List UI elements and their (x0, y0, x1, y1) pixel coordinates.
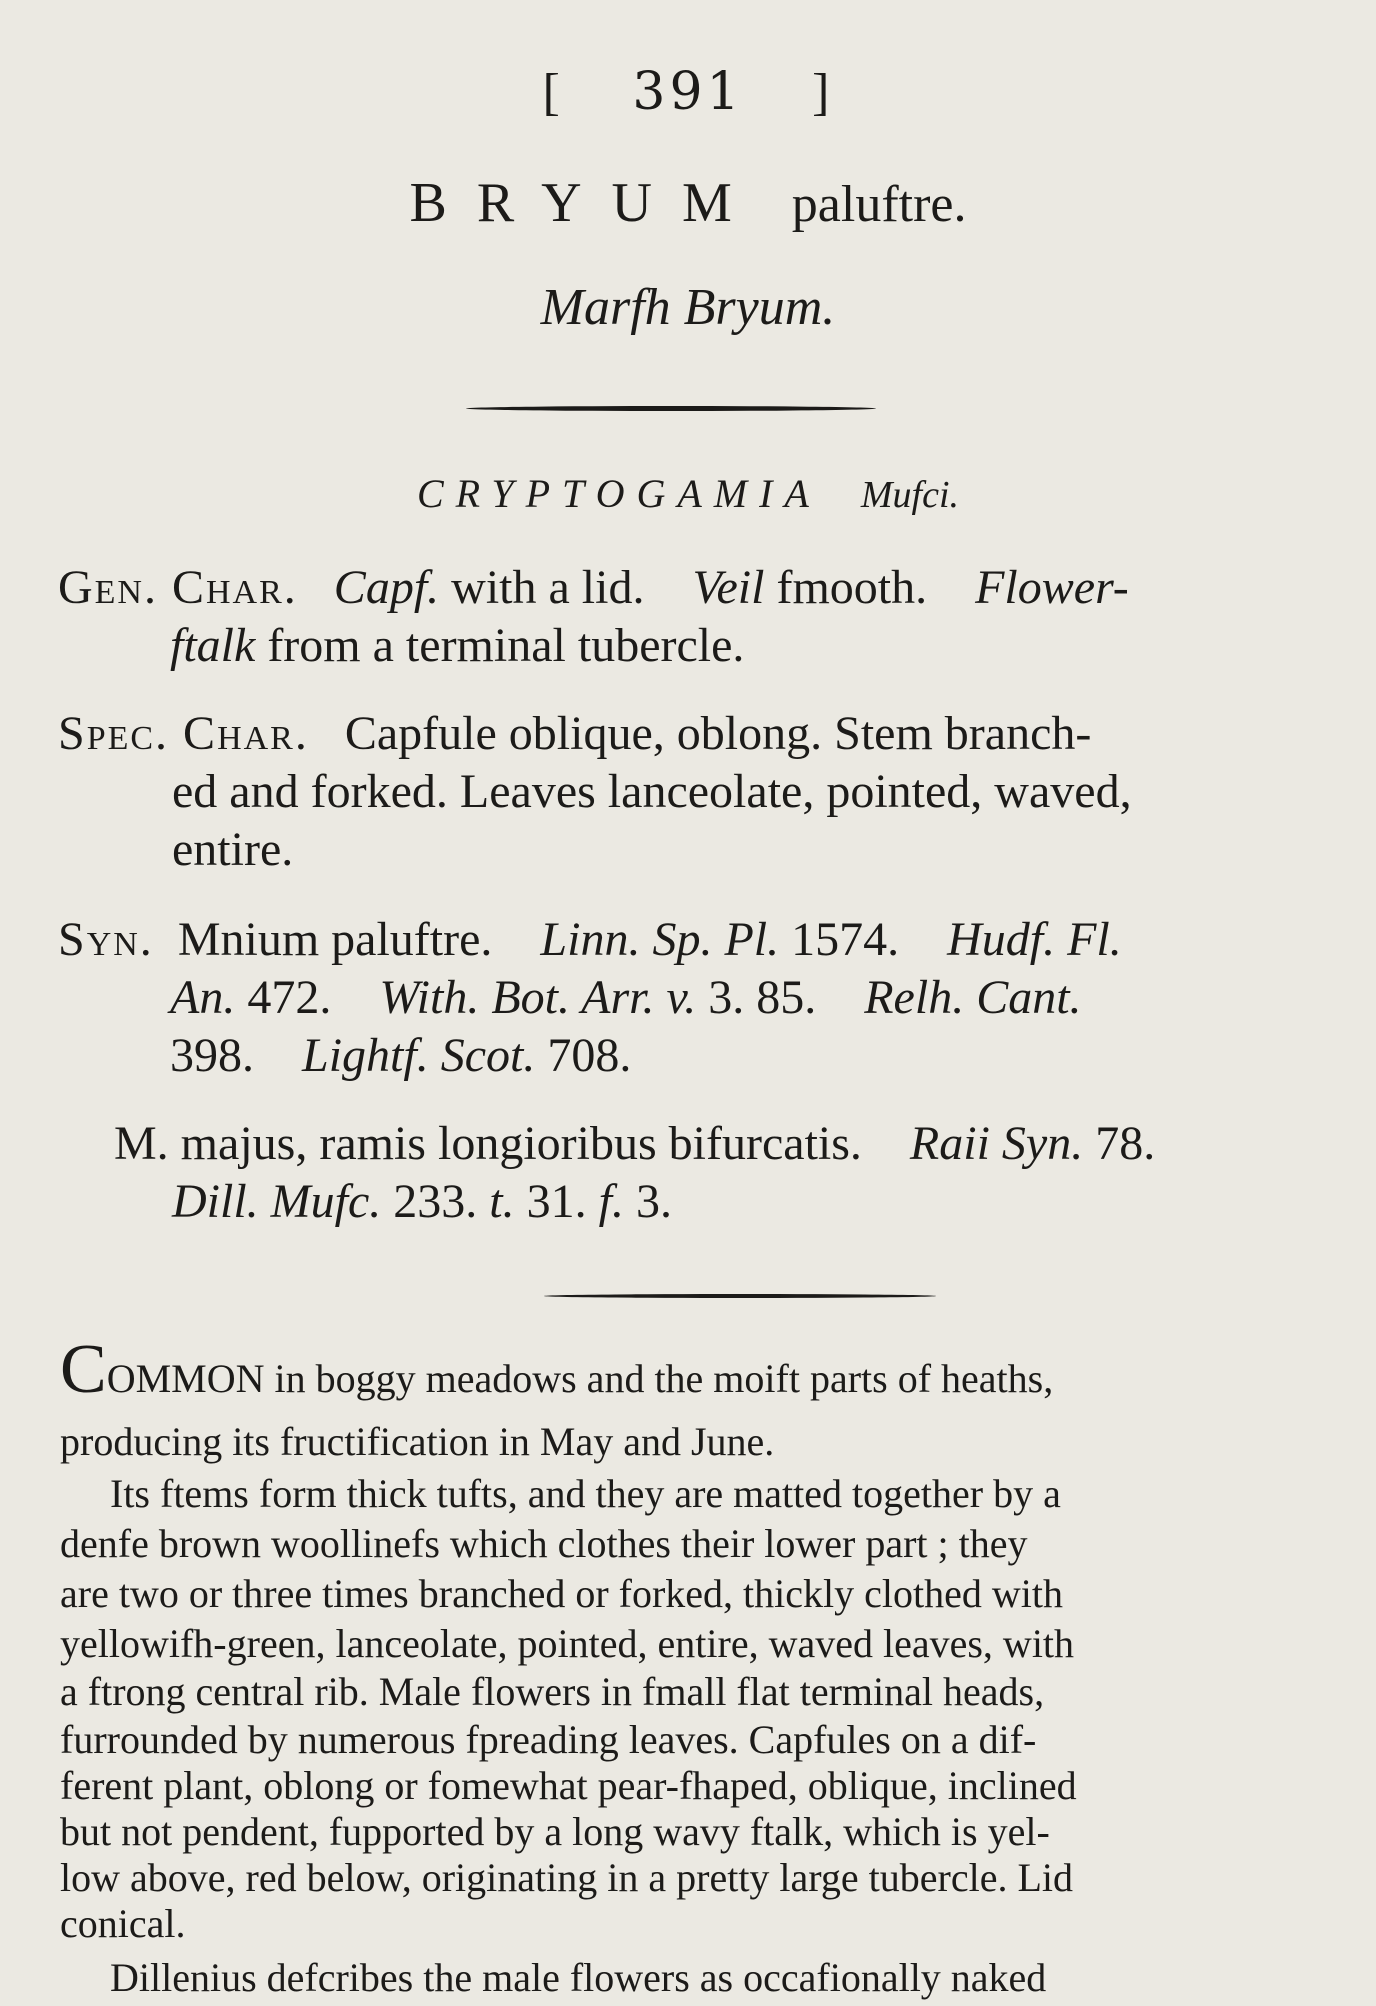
body-p2-line-8: but not pendent, fupported by a long wavy ftalk, which is yel- (60, 1809, 1050, 1854)
syn-m-line-1 (114, 1116, 1155, 1171)
classification (0, 470, 1376, 517)
syn-label: Syn. (58, 913, 154, 966)
page-number (0, 62, 1376, 122)
syn-text: Mnium paluftre. (177, 913, 493, 966)
syn-text: 3. 85. (696, 971, 817, 1024)
body-p2-line-3: are two or three times branched or forked, thickly clothed with (60, 1571, 1063, 1616)
gen-char-text: Veil (692, 561, 765, 614)
syn-text: Hudf. Fl. (947, 913, 1122, 966)
syn-text: 1574. (779, 913, 900, 966)
syn-text: Relh. Cant. (864, 971, 1082, 1024)
divider-rule (544, 1294, 936, 1298)
bracket-open: [ (542, 64, 564, 121)
gen-char-text: fmooth. (764, 561, 928, 614)
spec-char-text: Capfule oblique, oblong. Stem branch- (344, 707, 1092, 760)
body-p2-line-9: low above, red below, originating in a pretty large tubercle. Lid (60, 1855, 1074, 1900)
syn-text: 78. (1083, 1117, 1156, 1170)
genus-name: BRYUM (409, 172, 762, 234)
gen-char-text: with a lid. (439, 561, 645, 614)
page-number-value: 391 (632, 62, 744, 122)
syn-text: Lightf. Scot. (302, 1029, 536, 1082)
spec-char-line-2: ed and forked. Leaves lanceolate, pointed, waved, (172, 765, 1132, 818)
body-p2-line-2: denfe brown woollinefs which clothes their lower part ; they (60, 1521, 1028, 1566)
syn-m-line-2 (172, 1174, 672, 1229)
order-name: Mufci. (860, 474, 959, 516)
gen-char-line-2 (170, 618, 744, 673)
syn-text: f. (598, 1175, 624, 1228)
gen-char-text: ftalk (170, 619, 256, 672)
syn-line-2 (170, 970, 1082, 1025)
body-p1-line-2: producing its fructification in May and June. (60, 1419, 775, 1464)
spec-char-line-3: entire. (172, 823, 294, 876)
syn-text: 31. (514, 1175, 599, 1228)
class-name: CRYPTOGAMIA (416, 471, 821, 516)
syn-text: Linn. Sp. Pl. (540, 913, 780, 966)
syn-text: M. majus, ramis longioribus bifurcatis. (114, 1117, 862, 1170)
syn-text: Dill. Mufc. (172, 1175, 382, 1228)
syn-text: 3. (623, 1175, 672, 1228)
syn-text: With. Bot. Arr. v. (379, 971, 697, 1024)
syn-text: 233. (381, 1175, 490, 1228)
body-p2-line-5: a ftrong central rib. Male flowers in fmall flat terminal heads, (60, 1669, 1045, 1714)
body-p2-line-10: conical. (60, 1901, 186, 1946)
body-p1-line-1 (60, 1330, 1053, 1410)
syn-text: 398. (170, 1029, 254, 1082)
gen-char-label: Gen. Char. (58, 561, 298, 614)
syn-text: 708. (535, 1029, 632, 1082)
body-p3-line-1: Dillenius defcribes the male flowers as occafionally naked (110, 1955, 1047, 2000)
body-p2-line-1: Its ftems form thick tufts, and they are matted together by a (110, 1471, 1061, 1516)
syn-line-1 (58, 912, 1122, 967)
body-p2-line-6: furrounded by numerous fpreading leaves. Capfules on a dif- (60, 1717, 1037, 1762)
syn-text: An. (170, 971, 236, 1024)
syn-line-3 (170, 1028, 631, 1083)
spec-char-line-1 (58, 706, 1091, 761)
spec-char-label: Spec. Char. (58, 707, 309, 760)
divider-rule (466, 406, 876, 411)
body-p2-line-4: yellowifh-green, lanceolate, pointed, entire, waved leaves, with (60, 1621, 1075, 1666)
syn-text: t. (489, 1175, 515, 1228)
gen-char-text: Flower- (975, 561, 1129, 614)
bracket-close: ] (812, 64, 834, 121)
syn-text: Raii Syn. (909, 1117, 1084, 1170)
body-text: OMMON in boggy meadows and the moift parts of heaths, (106, 1356, 1054, 1401)
drop-cap: C (60, 1331, 107, 1408)
gen-char-line-1 (58, 560, 1129, 615)
body-p2-line-7: ferent plant, oblong or fomewhat pear-fhaped, oblique, inclined (60, 1763, 1077, 1808)
gen-char-text: from a terminal tubercle. (255, 619, 745, 672)
species-name: paluftre. (791, 176, 967, 233)
gen-char-text: Capf. (333, 561, 440, 614)
common-name: Marfh Bryum. (540, 279, 836, 336)
species-title (0, 170, 1376, 235)
syn-text: 472. (235, 971, 332, 1024)
